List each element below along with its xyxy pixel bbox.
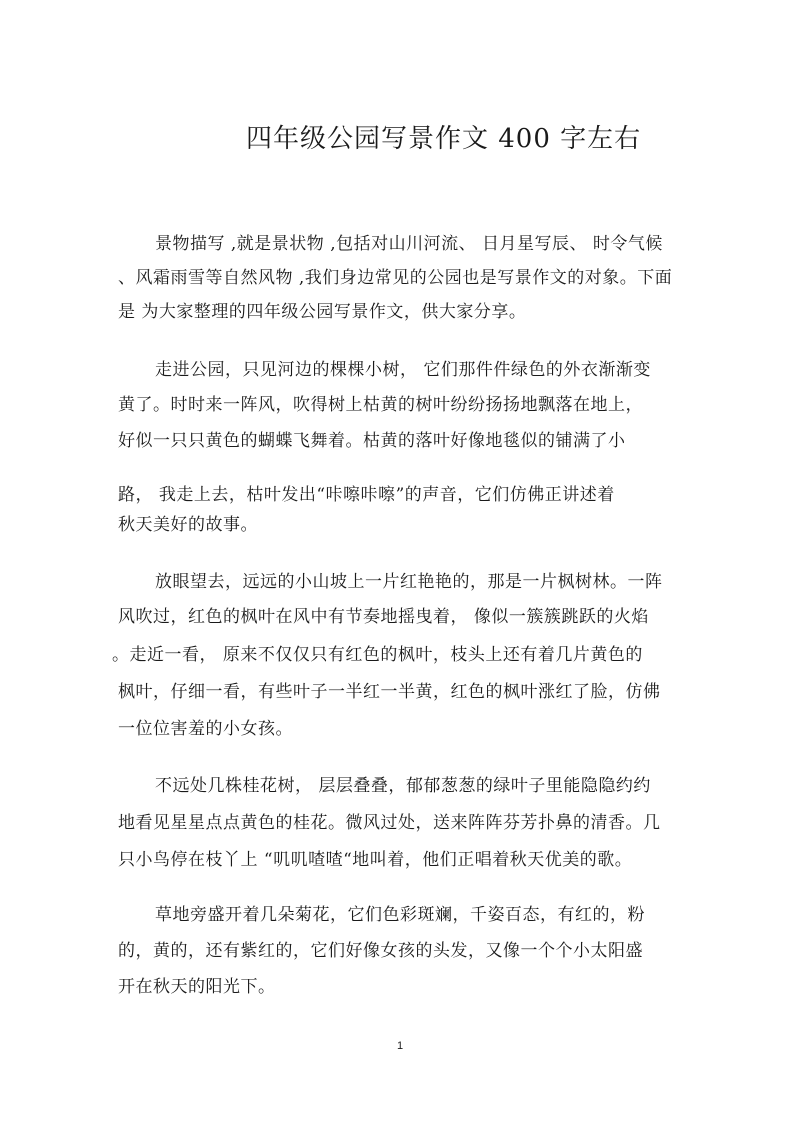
paragraph-line: 是 为大家整理的四年级公园写景作文，供大家分享。 <box>118 302 527 322</box>
paragraph-line: 草地旁盛开着几朵菊花，它们色彩斑斓，千姿百态，有红的，粉 <box>155 905 645 925</box>
paragraph-line: 秋天美好的故事。 <box>118 515 258 535</box>
paragraph-line: 放眼望去，远远的小山坡上一片红艳艳的，那是一片枫树林。一阵 <box>155 572 663 592</box>
paragraph-line: 走进公园，只见河边的棵棵小树， 它们那件件绿色的外衣渐渐变 <box>155 360 651 380</box>
paragraph-line: 枫叶，仔细一看，有些叶子一半红一半黄，红色的枫叶涨红了脸，仿佛 <box>118 682 661 702</box>
paragraph-line: 地看见星星点点黄色的桂花。微风过处，送来阵阵芬芳扑鼻的清香。几 <box>118 813 661 833</box>
document-title: 四年级公园写景作文 400 字左右 <box>246 124 642 154</box>
paragraph-line: 。走近一看， 原来不仅仅只有红色的枫叶，枝头上还有着几片黄色的 <box>112 645 643 665</box>
paragraph-line: 只小鸟停在枝丫上 “叽叽喳喳“地叫着，他们正唱着秋天优美的歌。 <box>118 850 633 870</box>
paragraph-line: 路， 我走上去，枯叶发出“咔嚓咔嚓”的声音，它们仿佛正讲述着 <box>118 485 615 505</box>
paragraph-line: 一位位害羞的小女孩。 <box>118 719 293 739</box>
paragraph-line: 不远处几株桂花树， 层层叠叠，郁郁葱葱的绿叶子里能隐隐约约 <box>155 776 651 796</box>
paragraph-line: 景物描写 ,就是景状物 ,包括对山川河流、 日月星写辰、 时令气候 <box>155 234 663 254</box>
paragraph-line: 开在秋天的阳光下。 <box>118 977 276 997</box>
paragraph-line: 风吹过，红色的枫叶在风中有节奏地摇曳着， 像似一簇簇跳跃的火焰 <box>118 607 649 627</box>
paragraph-line: 、风霜雨雪等自然风物 ,我们身边常见的公园也是写景作文的对象。下面 <box>118 268 673 288</box>
page-number: 1 <box>397 1040 404 1052</box>
paragraph-line: 的，黄的，还有紫红的，它们好像女孩的头发，又像一个个小太阳盛 <box>118 941 643 961</box>
paragraph-line: 好似一只只黄色的蝴蝶飞舞着。枯黄的落叶好像地毯似的铺满了小 <box>118 431 626 451</box>
paragraph-line: 黄了。时时来一阵风，吹得树上枯黄的树叶纷纷扬扬地飘落在地上， <box>118 395 643 415</box>
